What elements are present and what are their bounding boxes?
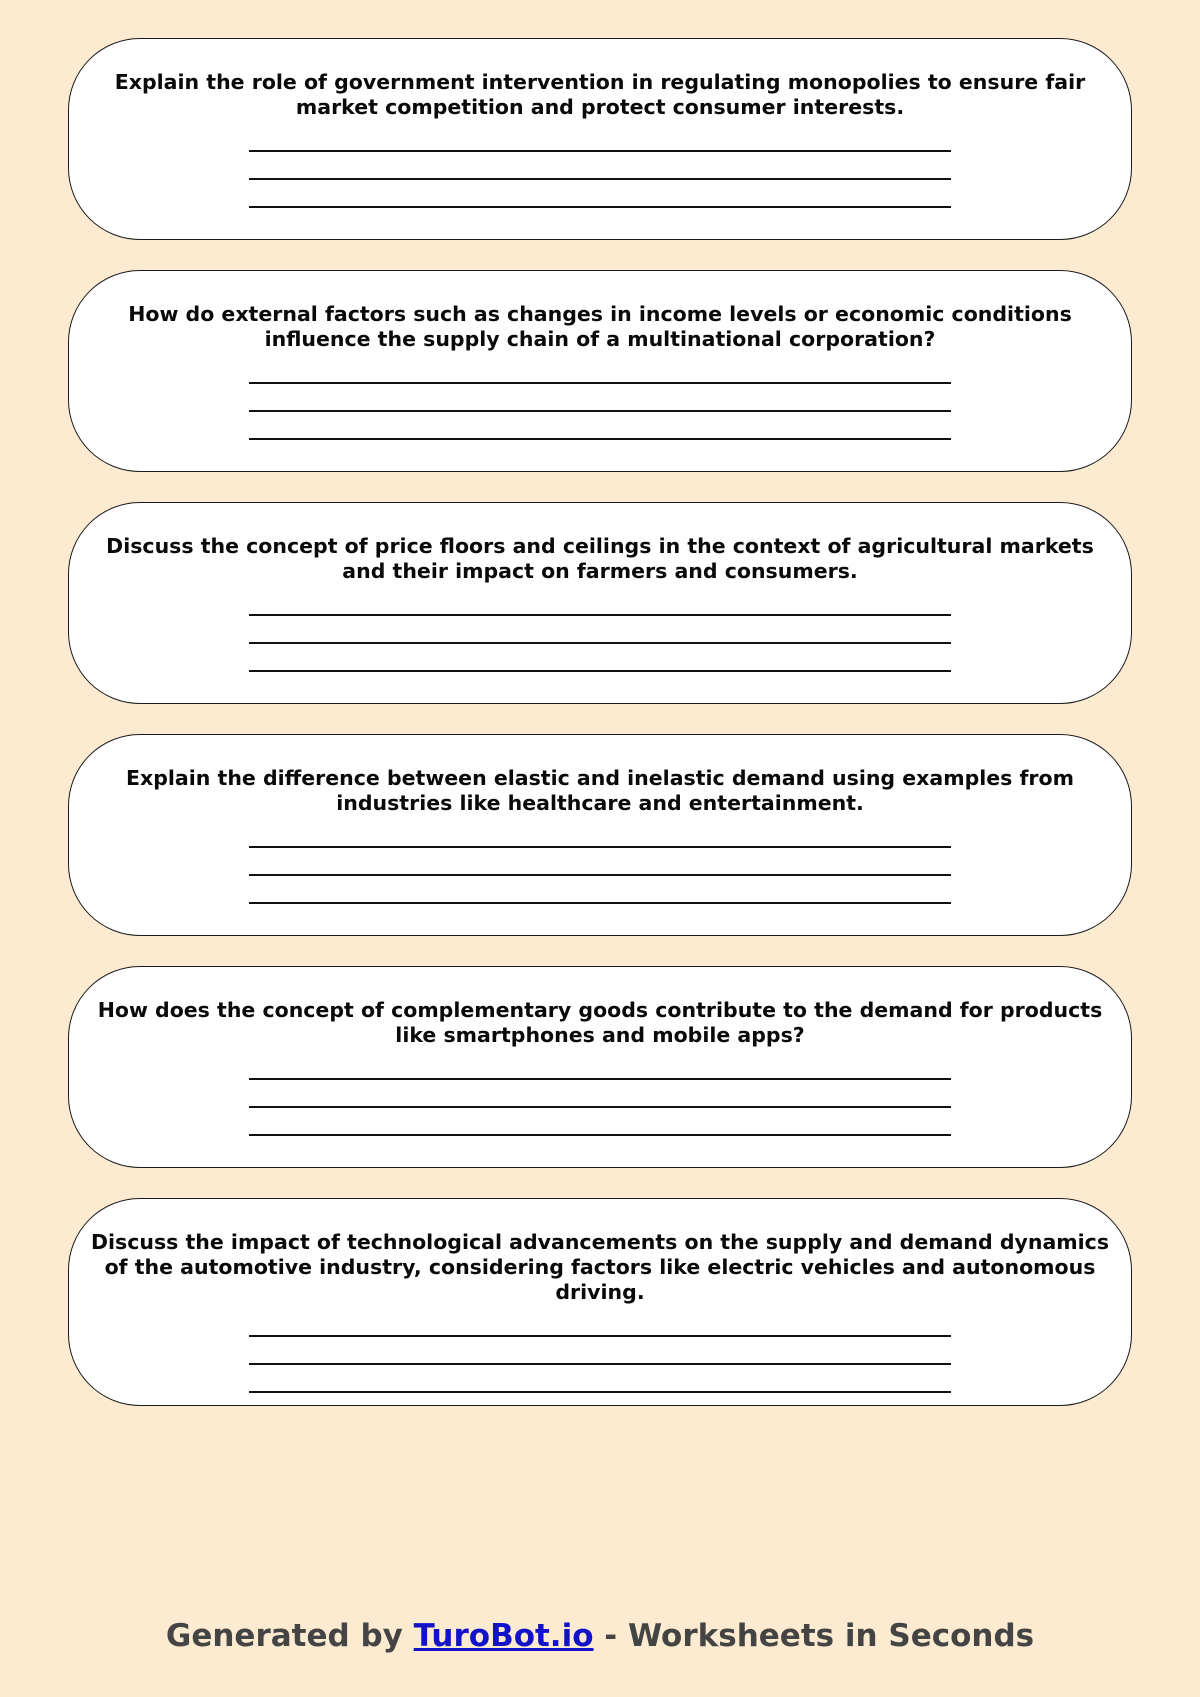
question-card-1 bbox=[68, 38, 1132, 240]
answer-line bbox=[249, 1363, 951, 1365]
footer-prefix: Generated by bbox=[165, 1618, 414, 1654]
answer-line bbox=[249, 1078, 951, 1080]
question-text: How do external factors such as changes in income levels or economic conditions influence the supply chain of a multinational corporation? bbox=[128, 302, 1072, 351]
question-card-6 bbox=[68, 1198, 1132, 1406]
answer-line bbox=[249, 1134, 951, 1136]
answer-lines bbox=[249, 150, 951, 208]
question-card-4 bbox=[68, 734, 1132, 936]
answer-line bbox=[249, 150, 951, 152]
question-text: Discuss the concept of price floors and ceilings in the context of agricultural markets and their impact on farmers and consumers. bbox=[106, 534, 1094, 583]
answer-line bbox=[249, 614, 951, 616]
answer-line bbox=[249, 670, 951, 672]
question-text: Explain the role of government intervention in regulating monopolies to ensure fair market competition and protect consumer interests. bbox=[114, 70, 1086, 119]
answer-line bbox=[249, 874, 951, 876]
answer-lines bbox=[249, 1078, 951, 1136]
answer-line bbox=[249, 1106, 951, 1108]
answer-lines bbox=[249, 614, 951, 672]
answer-line bbox=[249, 178, 951, 180]
answer-line bbox=[249, 382, 951, 384]
answer-line bbox=[249, 642, 951, 644]
question-list bbox=[68, 38, 1132, 1436]
answer-line bbox=[249, 846, 951, 848]
question-card-3 bbox=[68, 502, 1132, 704]
question-text: Explain the difference between elastic and inelastic demand using examples from industries like healthcare and entertainment. bbox=[126, 766, 1074, 815]
question-text: How does the concept of complementary goods contribute to the demand for products like smartphones and mobile apps? bbox=[97, 998, 1103, 1047]
answer-line bbox=[249, 438, 951, 440]
answer-lines bbox=[249, 1335, 951, 1393]
question-card-5 bbox=[68, 966, 1132, 1168]
answer-line bbox=[249, 1391, 951, 1393]
answer-line bbox=[249, 1335, 951, 1337]
answer-lines bbox=[249, 382, 951, 440]
answer-lines bbox=[249, 846, 951, 904]
answer-line bbox=[249, 206, 951, 208]
turobot-link[interactable]: TuroBot.io bbox=[413, 1618, 594, 1654]
footer bbox=[0, 1618, 1200, 1654]
question-card-2 bbox=[68, 270, 1132, 472]
answer-line bbox=[249, 410, 951, 412]
question-text: Discuss the impact of technological advancements on the supply and demand dynamics of the automotive industry, considering factors like electric vehicles and autonomous driving. bbox=[90, 1230, 1110, 1304]
footer-suffix: - Worksheets in Seconds bbox=[593, 1618, 1035, 1654]
answer-line bbox=[249, 902, 951, 904]
